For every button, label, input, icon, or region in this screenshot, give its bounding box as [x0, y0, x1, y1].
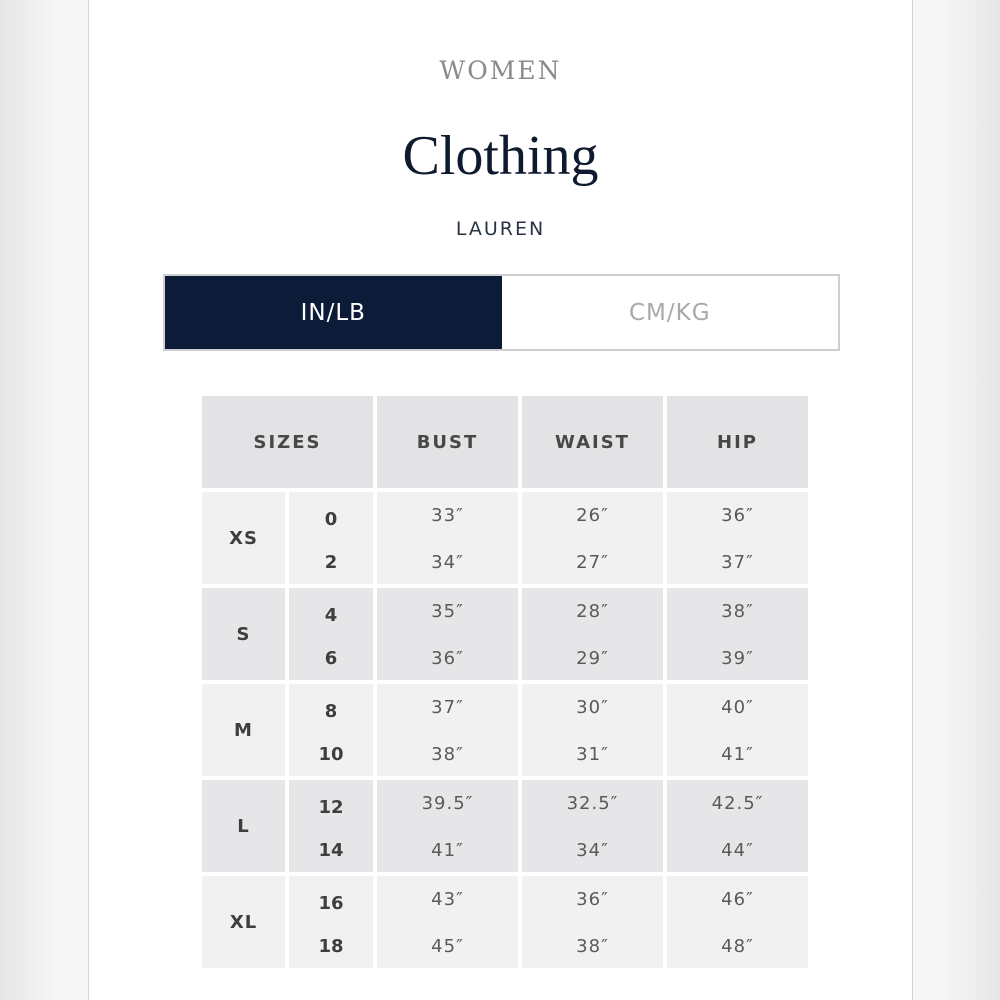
hip-value: 36″: [721, 505, 754, 526]
table-row: [202, 588, 808, 680]
table-header-row: [202, 396, 808, 488]
unit-in-lb-button[interactable]: IN/LB: [165, 276, 502, 349]
size-number: 6: [324, 648, 338, 669]
unit-toggle: [163, 274, 840, 351]
size-number: 2: [324, 552, 338, 573]
waist-value: 32.5″: [566, 793, 619, 814]
waist-value: 30″: [576, 697, 609, 718]
bust-value: 45″: [431, 936, 464, 957]
hip-value: 46″: [721, 889, 754, 910]
size-letter: XL: [202, 876, 285, 968]
hip-value: 48″: [721, 936, 754, 957]
waist-value: 29″: [576, 648, 609, 669]
waist-value: 27″: [576, 552, 609, 573]
waist-value: 38″: [576, 936, 609, 957]
size-chart-table: [198, 392, 812, 972]
size-number: 14: [318, 840, 344, 861]
hip-value: 39″: [721, 648, 754, 669]
size-number: 4: [324, 605, 338, 626]
size-number: 16: [318, 893, 344, 914]
bust-value: 34″: [431, 552, 464, 573]
bust-value: 39.5″: [421, 793, 474, 814]
unit-cm-kg-button[interactable]: CM/KG: [502, 276, 839, 349]
hip-value: 40″: [721, 697, 754, 718]
size-letter: L: [202, 780, 285, 872]
bust-value: 35″: [431, 601, 464, 622]
table-row: [202, 876, 808, 968]
table-row: [202, 780, 808, 872]
brand-label: LAUREN: [455, 218, 546, 240]
waist-value: 26″: [576, 505, 609, 526]
size-number: 0: [324, 509, 338, 530]
bust-value: 38″: [431, 744, 464, 765]
waist-value: 28″: [576, 601, 609, 622]
bust-value: 41″: [431, 840, 464, 861]
column-header-sizes: SIZES: [202, 396, 373, 488]
hip-value: 37″: [721, 552, 754, 573]
waist-value: 31″: [576, 744, 609, 765]
size-letter: M: [202, 684, 285, 776]
bust-value: 33″: [431, 505, 464, 526]
hip-value: 44″: [721, 840, 754, 861]
size-number: 18: [318, 936, 344, 957]
size-guide-panel: [88, 0, 913, 1000]
bust-value: 36″: [431, 648, 464, 669]
column-header-bust: BUST: [377, 396, 518, 488]
hip-value: 41″: [721, 744, 754, 765]
size-number: 8: [324, 701, 338, 722]
table-row: [202, 492, 808, 584]
size-number: 10: [318, 744, 344, 765]
table-row: [202, 684, 808, 776]
size-letter: XS: [202, 492, 285, 584]
waist-value: 34″: [576, 840, 609, 861]
hip-value: 38″: [721, 601, 754, 622]
column-header-waist: WAIST: [522, 396, 663, 488]
hip-value: 42.5″: [711, 793, 764, 814]
category-label: WOMEN: [439, 56, 562, 85]
bust-value: 37″: [431, 697, 464, 718]
page-title: Clothing: [402, 125, 599, 187]
bust-value: 43″: [431, 889, 464, 910]
column-header-hip: HIP: [667, 396, 808, 488]
size-number: 12: [318, 797, 344, 818]
waist-value: 36″: [576, 889, 609, 910]
size-letter: S: [202, 588, 285, 680]
